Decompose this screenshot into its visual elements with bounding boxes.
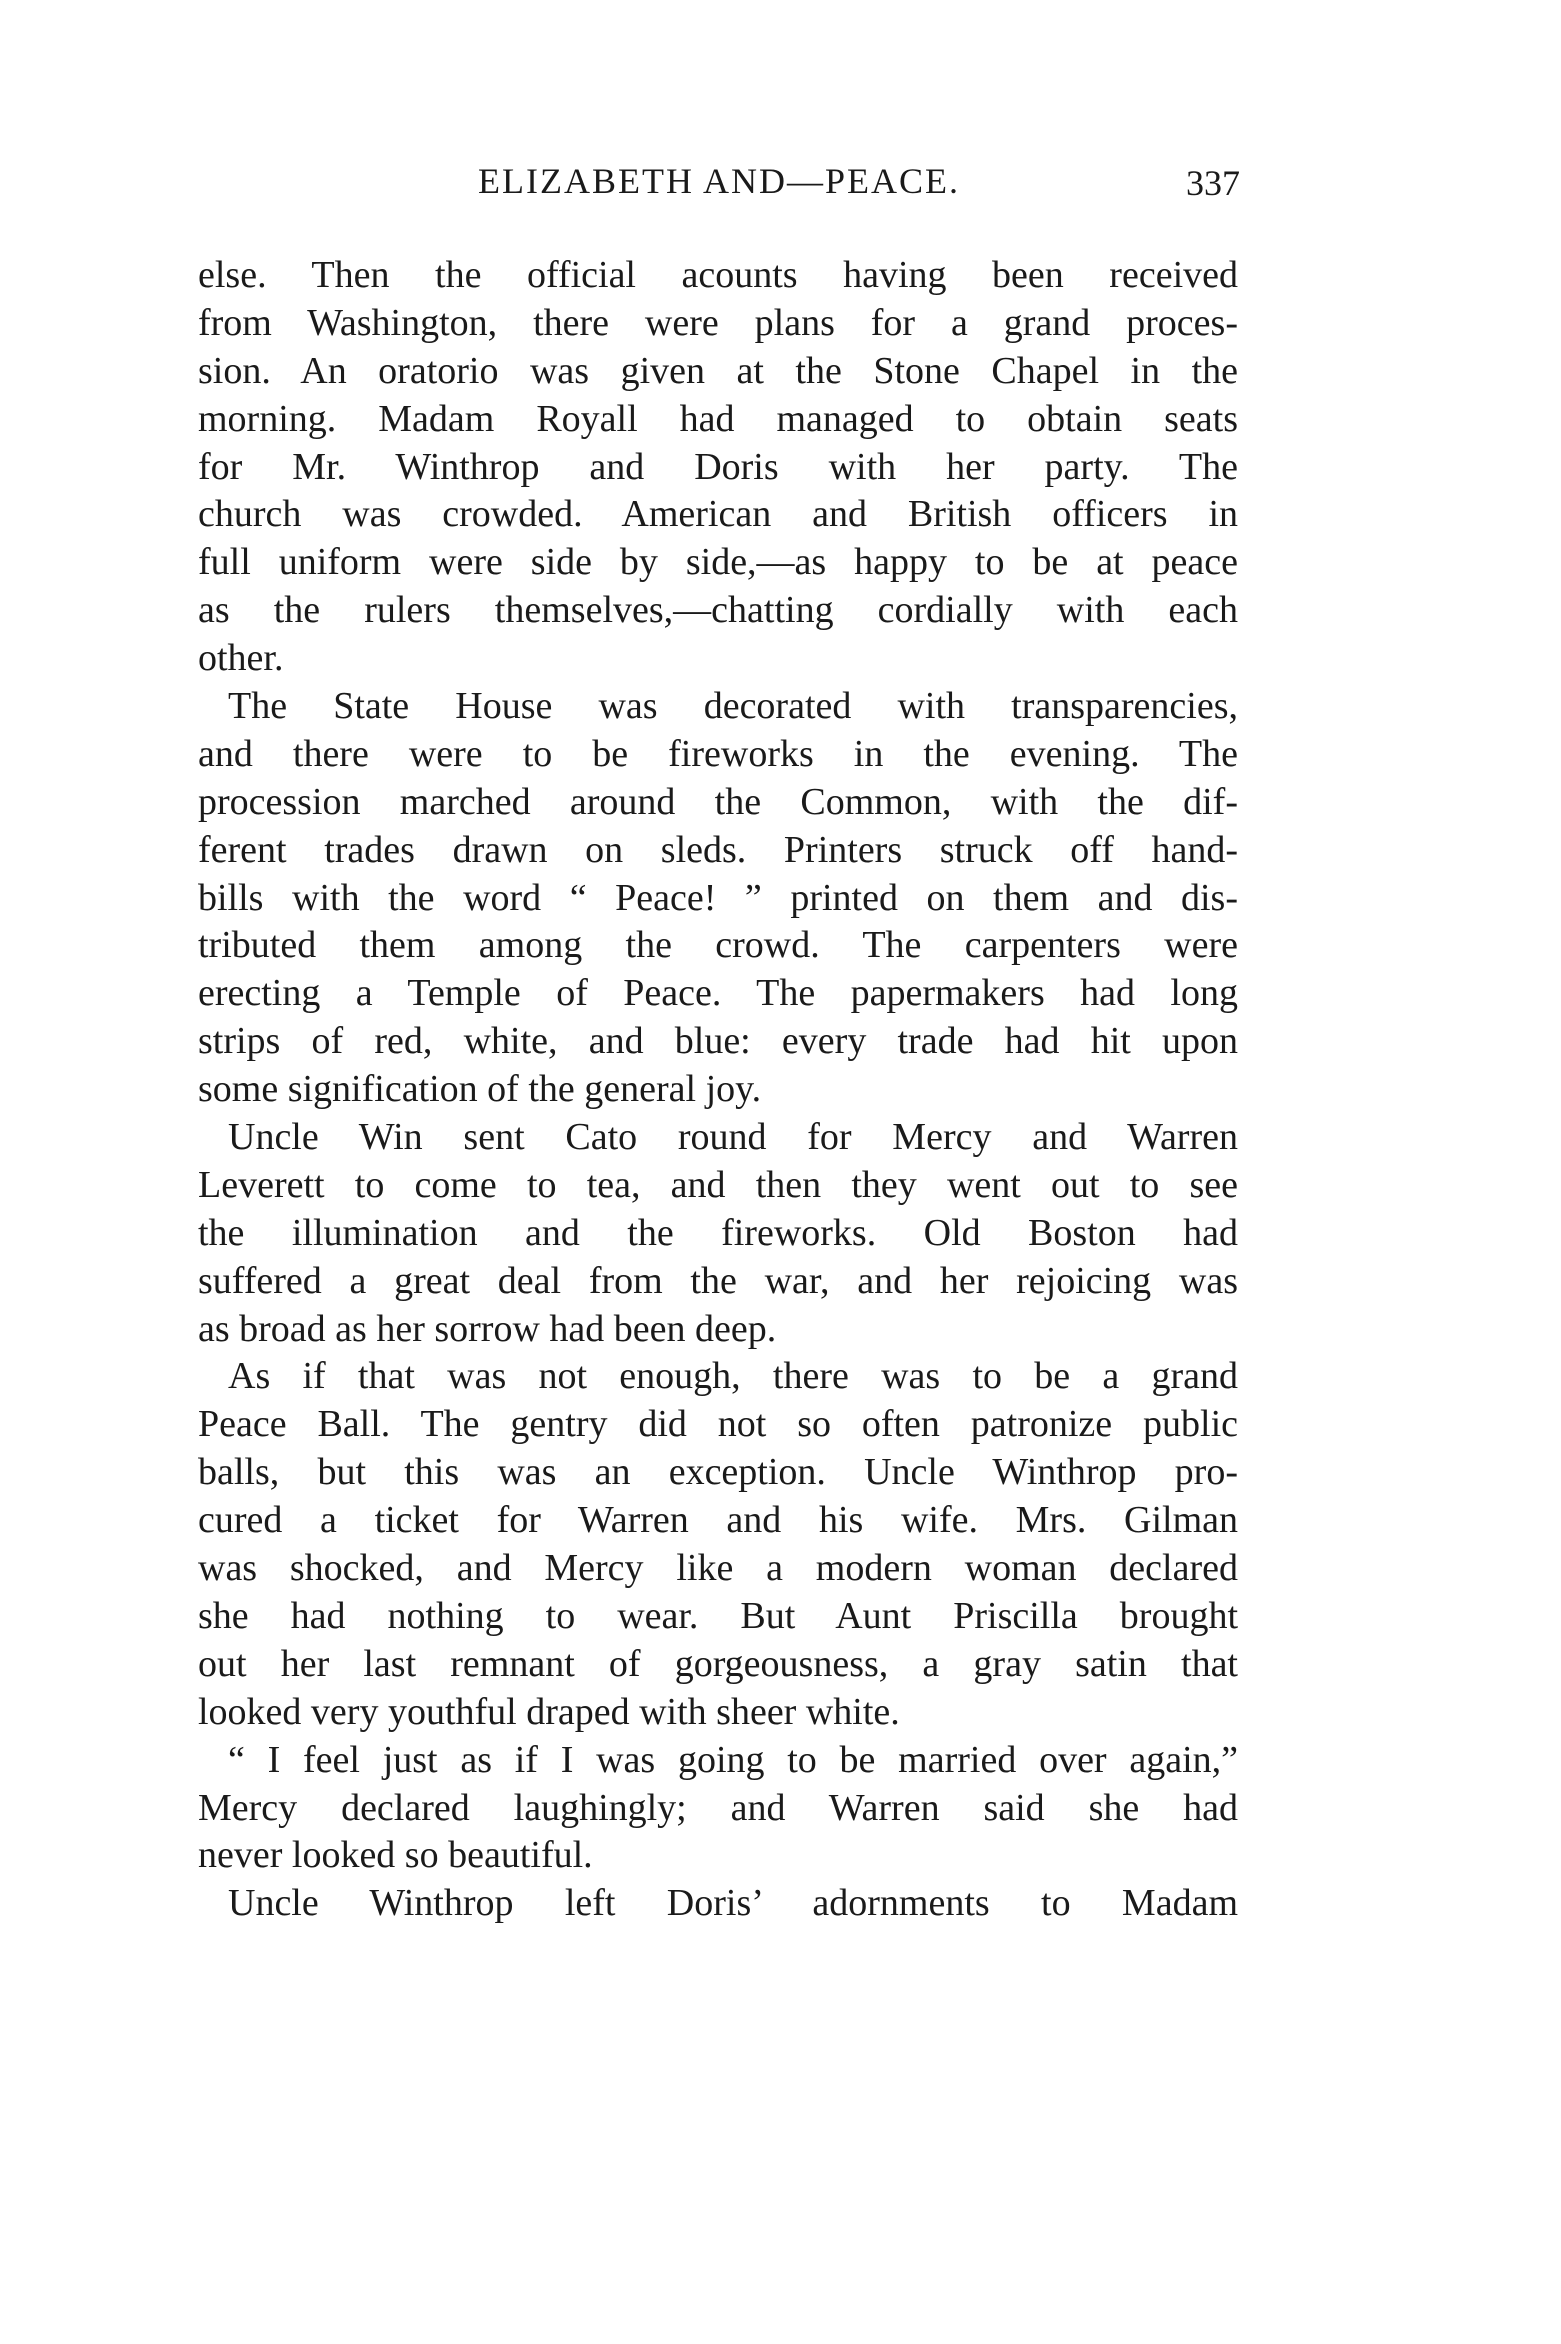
page-header xyxy=(198,160,1240,210)
text-line: strips of red, white, and blue: every trade had hit upon xyxy=(198,1020,1238,1063)
text-line: was shocked, and Mercy like a modern woman declared xyxy=(198,1547,1238,1590)
text-line: cured a ticket for Warren and his wife. Mrs. Gilman xyxy=(198,1499,1238,1542)
paragraph xyxy=(198,683,1238,1114)
text-line: tributed them among the crowd. The carpenters were xyxy=(198,924,1238,967)
text-line: as broad as her sorrow had been deep. xyxy=(198,1307,777,1350)
text-line: the illumination and the fireworks. Old Boston had xyxy=(198,1211,1238,1254)
text-line: Mercy declared laughingly; and Warren said she had xyxy=(198,1786,1238,1829)
page-number: 337 xyxy=(1186,163,1240,203)
text-line: morning. Madam Royall had managed to obtain seats xyxy=(198,397,1238,440)
running-title: ELIZABETH AND—PEACE. xyxy=(478,161,960,201)
text-line: sion. An oratorio was given at the Stone Chapel in the xyxy=(198,349,1238,392)
text-line: balls, but this was an exception. Uncle Winthrop pro- xyxy=(198,1451,1238,1494)
text-line: Peace Ball. The gentry did not so often patronize public xyxy=(198,1403,1238,1446)
text-line: she had nothing to wear. But Aunt Priscilla brought xyxy=(198,1594,1238,1637)
text-line: erecting a Temple of Peace. The papermakers had long xyxy=(198,972,1238,1015)
text-line: ferent trades drawn on sleds. Printers struck off hand- xyxy=(198,828,1238,871)
body-text xyxy=(198,252,1238,1928)
text-line: never looked so beautiful. xyxy=(198,1834,593,1877)
text-line: full uniform were side by side,—as happy to be at peace xyxy=(198,541,1238,584)
text-line: from Washington, there were plans for a grand proces- xyxy=(198,301,1238,344)
text-line: else. Then the official acounts having been received xyxy=(198,254,1238,296)
paragraph xyxy=(198,1880,1238,1928)
text-line: out her last remnant of gorgeousness, a gray satin that xyxy=(198,1642,1238,1685)
text-line: bills with the word “ Peace! ” printed on them and dis- xyxy=(198,876,1238,919)
text-line: and there were to be fireworks in the evening. The xyxy=(198,732,1238,775)
paragraph xyxy=(198,1353,1238,1736)
text-line: Uncle Winthrop left Doris’ adornments to Madam xyxy=(228,1882,1238,1925)
text-line: as the rulers themselves,—chatting cordially with each xyxy=(198,589,1238,632)
text-line: looked very youthful draped with sheer white. xyxy=(198,1690,900,1733)
text-line: procession marched around the Common, with the dif- xyxy=(198,780,1238,823)
text-line: other. xyxy=(198,637,284,680)
paragraph xyxy=(198,252,1238,683)
text-line: some signification of the general joy. xyxy=(198,1068,762,1111)
paragraph xyxy=(198,1114,1238,1353)
text-line: church was crowded. American and British officers in xyxy=(198,493,1238,536)
text-line: The State House was decorated with transparencies, xyxy=(228,685,1238,728)
text-line: suffered a great deal from the war, and her rejoicing was xyxy=(198,1259,1238,1302)
paragraph xyxy=(198,1737,1238,1881)
text-line: Uncle Win sent Cato round for Mercy and Warren xyxy=(228,1116,1238,1159)
text-line: “ I feel just as if I was going to be married over again,” xyxy=(228,1738,1238,1781)
text-line: for Mr. Winthrop and Doris with her party. The xyxy=(198,445,1238,488)
text-line: As if that was not enough, there was to be a grand xyxy=(228,1355,1238,1398)
text-line: Leverett to come to tea, and then they went out to see xyxy=(198,1163,1238,1206)
